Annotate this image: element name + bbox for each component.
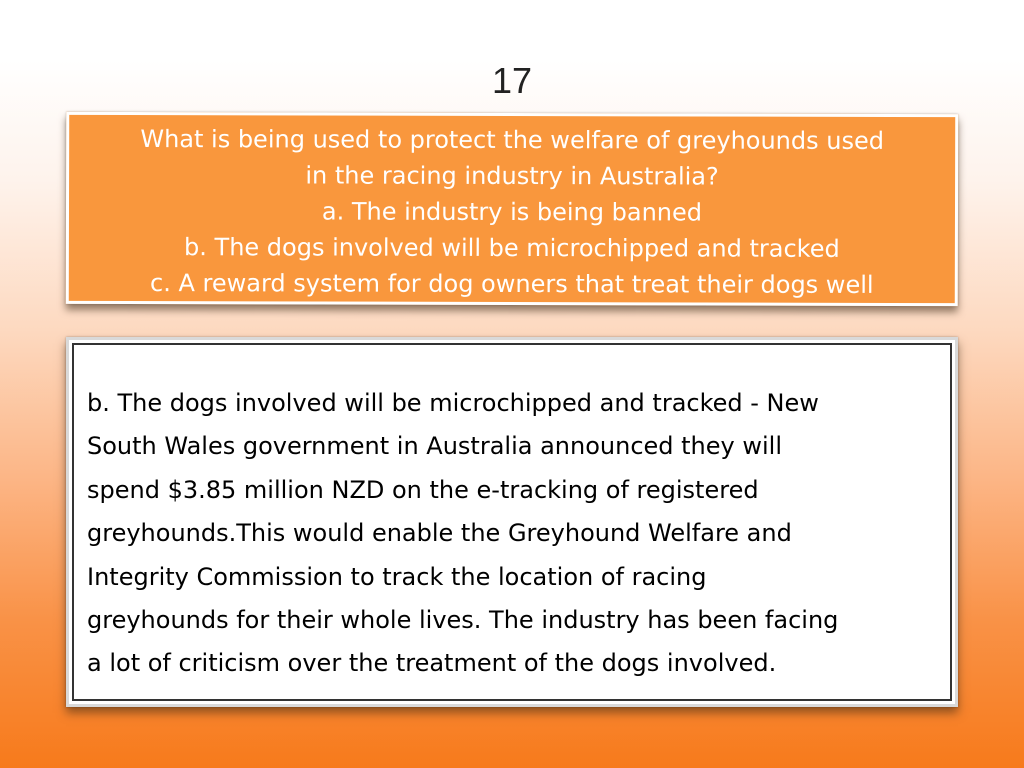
question-card: [66, 112, 958, 306]
question-line: What is being used to protect the welfare of greyhounds used: [140, 125, 885, 155]
answer-line: b. The dogs involved will be microchipped and tracked - New: [87, 389, 819, 417]
answer-line: spend $3.85 million NZD on the e-tracking of registered: [87, 475, 759, 504]
answer-line: Integrity Commission to track the location of racing: [87, 562, 707, 591]
question-option-c: c. A reward system for dog owners that treat their dogs well: [149, 269, 874, 299]
answer-line: a lot of criticism over the treatment of the dogs involved.: [87, 649, 777, 678]
slide-number: 17: [491, 60, 533, 101]
question-option-a: a. The industry is being banned: [321, 197, 703, 227]
answer-line: greyhounds.This would enable the Greyhound Welfare and: [87, 519, 792, 548]
answer-line: greyhounds for their whole lives. The industry has been facing: [87, 606, 839, 635]
question-text: [69, 121, 955, 303]
answer-text: [87, 382, 947, 686]
question-option-b: b. The dogs involved will be microchipped and tracked: [184, 233, 840, 263]
answer-line: South Wales government in Australia announced they will: [87, 432, 782, 461]
answer-card: [66, 337, 958, 707]
question-line: in the racing industry in Australia?: [305, 161, 719, 191]
